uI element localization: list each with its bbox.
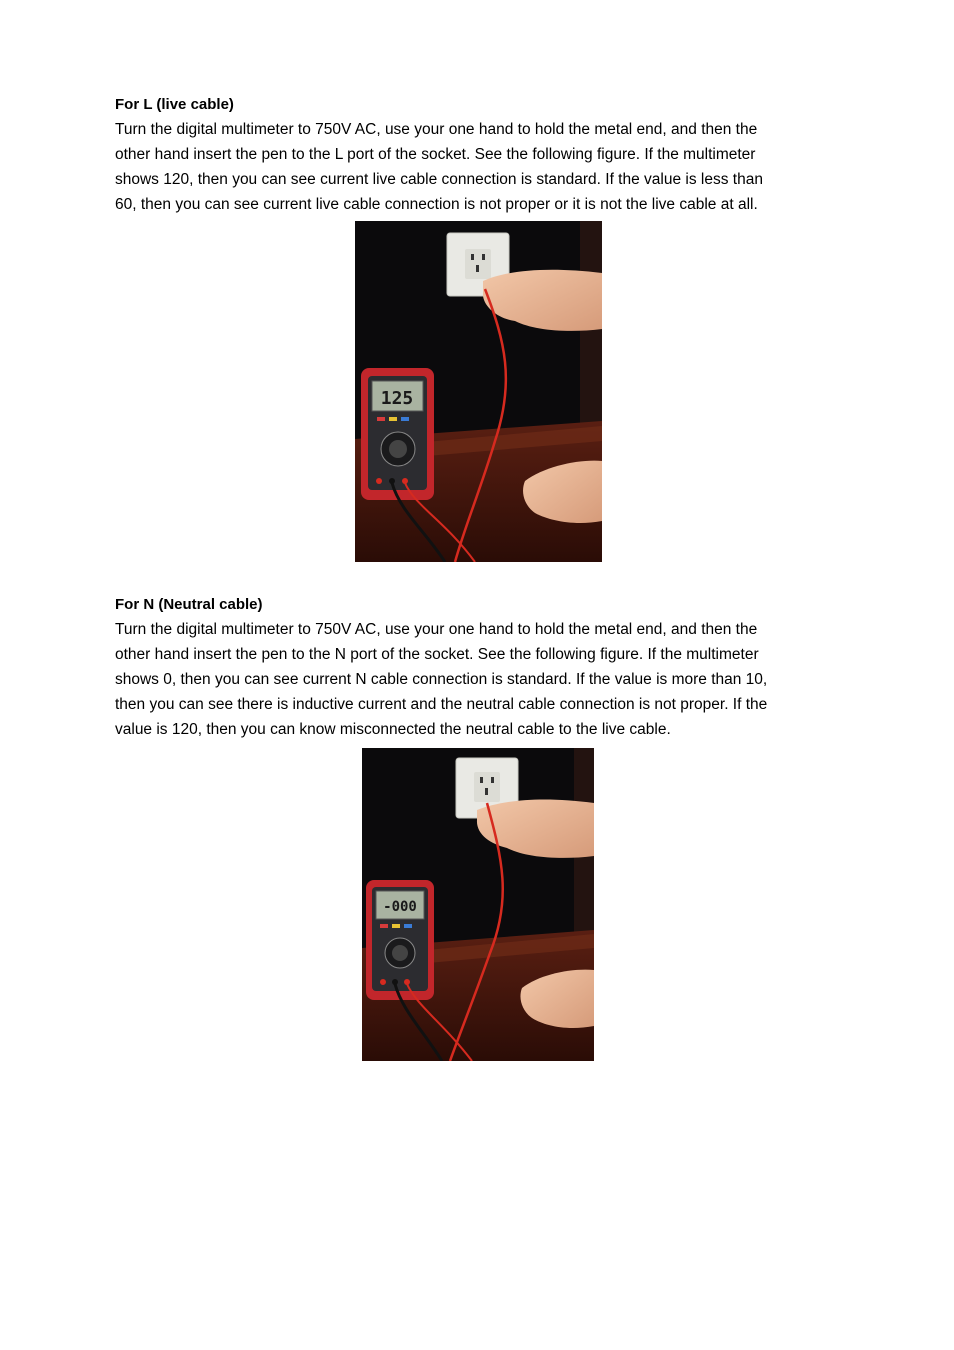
multimeter-button: [389, 417, 397, 421]
photo-illustration: [355, 221, 602, 562]
paragraph-line: shows 0, then you can see current N cable connection is standard. If the value is more than 10,: [115, 671, 768, 688]
photo-illustration: [362, 748, 594, 1061]
paragraph-line: value is 120, then you can know misconnected the neutral cable to the live cable.: [115, 721, 671, 738]
lcd-reading: 125: [380, 388, 414, 409]
socket-hole: [471, 254, 474, 260]
socket-hole: [491, 777, 494, 783]
socket-face: [474, 772, 500, 802]
dial-knob: [389, 440, 407, 458]
paragraph-line: shows 120, then you can see current live cable connection is standard. If the value is less than: [115, 171, 763, 188]
multimeter-button: [401, 417, 409, 421]
socket-hole: [482, 254, 485, 260]
multimeter-button: [377, 417, 385, 421]
heading-live-cable: For L (live cable): [115, 96, 234, 113]
paragraph-line: Turn the digital multimeter to 750V AC, use your one hand to hold the metal end, and then the: [115, 621, 758, 638]
heading-neutral-cable: For N (Neutral cable): [115, 596, 263, 613]
multimeter-button: [404, 924, 412, 928]
lcd-reading: -000: [383, 899, 417, 915]
section-neutral-cable: [115, 592, 840, 742]
paragraph-line: 60, then you can see current live cable connection is not proper or it is not the live cable at all.: [115, 196, 758, 213]
paragraph-line: other hand insert the pen to the N port of the socket. See the following figure. If the multimeter: [115, 646, 759, 663]
section-live-cable: [115, 92, 840, 217]
photo-multimeter-neutral-test: [362, 748, 594, 1061]
socket-face: [465, 249, 491, 279]
socket-hole: [485, 788, 488, 795]
paragraph-line: Turn the digital multimeter to 750V AC, use your one hand to hold the metal end, and then the: [115, 121, 758, 138]
multimeter-button: [392, 924, 400, 928]
paragraph-line: other hand insert the pen to the L port of the socket. See the following figure. If the multimeter: [115, 146, 756, 163]
socket-hole: [480, 777, 483, 783]
probe-jack: [376, 478, 382, 484]
probe-jack: [380, 979, 386, 985]
paragraph-line: then you can see there is inductive current and the neutral cable connection is not proper. If the: [115, 696, 768, 713]
socket-hole: [476, 265, 479, 272]
photo-multimeter-live-test: [355, 221, 602, 562]
multimeter-button: [380, 924, 388, 928]
dial-knob: [392, 945, 408, 961]
